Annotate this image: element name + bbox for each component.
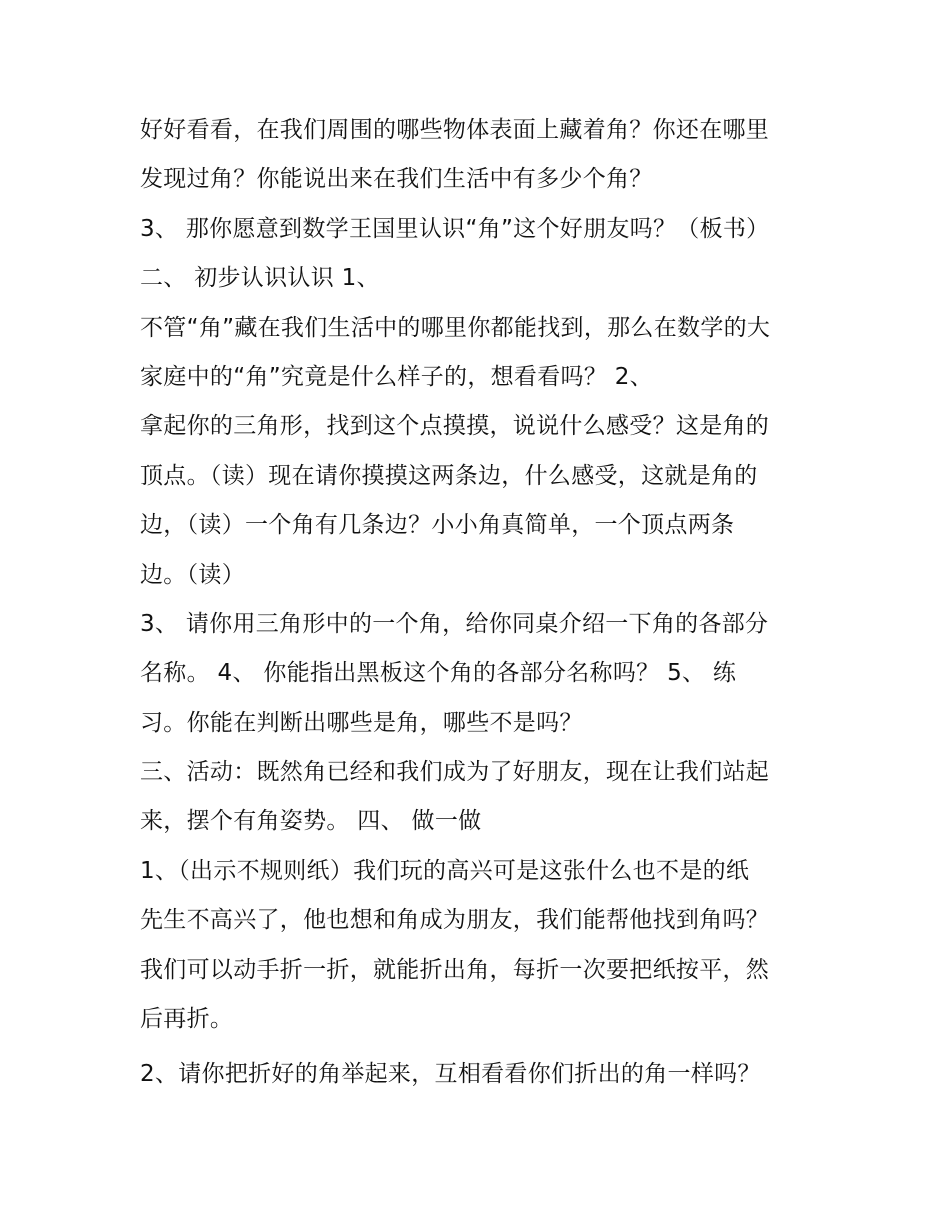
text-line: 好好看看，在我们周围的哪些物体表面上藏着角？你还在哪里 [140,117,770,143]
text-line: 二、 初步认识认识 1、 [140,265,380,292]
text-line: 名称。 4、 你能指出黑板这个角的各部分名称吗？ 5、 练 [140,660,737,687]
text-line: 3、 请你用三角形中的一个角，给你同桌介绍一下角的各部分 [140,610,769,637]
text-line: 拿起你的三角形，找到这个点摸摸，说说什么感受？这是角的 [140,413,770,440]
text-line: 不管“角”藏在我们生活中的哪里你都能找到，那么在数学的大 [140,314,771,341]
text-line: 我们可以动手折一折，就能折出角，每折一次要把纸按平，然 [140,956,770,983]
text-line: 发现过角？你能说出来在我们生活中有多少个角？ [140,166,653,193]
text-line: 来，摆个有角姿势。 四、 做一做 [140,808,482,835]
text-line: 1、（出示不规则纸）我们玩的高兴可是这张什么也不是的纸 [140,857,750,884]
text-line: 三、活动：既然角已经和我们成为了好朋友，现在让我们站起 [140,759,770,786]
text-line: 边，（读）一个角有几条边？小小角真简单，一个顶点两条 [140,512,735,539]
text-line: 家庭中的“角”究竟是什么样子的，想看看吗？ 2、 [140,363,653,390]
document-body [140,106,830,1100]
text-line: 后再折。 [140,1006,234,1033]
text-line: 边。（读） [140,561,245,588]
text-line: 先生不高兴了，他也想和角成为朋友，我们能帮他找到角吗？ [140,907,770,934]
text-line: 习。你能在判断出哪些是角，哪些不是吗？ [140,709,583,736]
text-line: 2、请你把折好的角举起来，互相看看你们折出的角一样吗？ [140,1061,761,1088]
text-line: 顶点。（读）现在请你摸摸这两条边，什么感受，这就是角的 [140,462,758,489]
text-line: 3、 那你愿意到数学王国里认识“角”这个好朋友吗？（板书） [140,215,770,242]
